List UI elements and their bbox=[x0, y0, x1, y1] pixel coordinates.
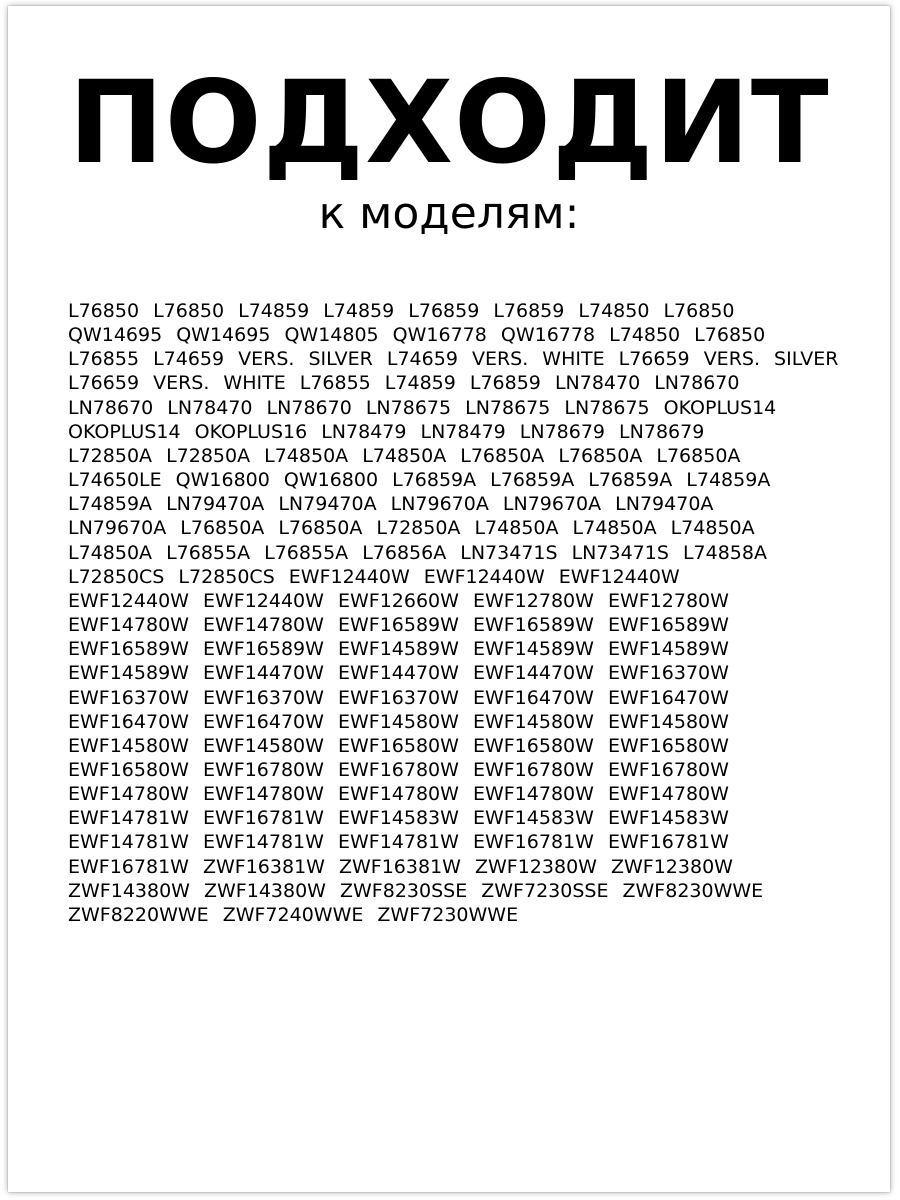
model-line: OKOPLUS14 OKOPLUS16 LN78479 LN78479 LN78679 LN78679 bbox=[68, 420, 705, 443]
page-subtitle: к моделям: bbox=[318, 188, 580, 239]
model-line: L74650LE QW16800 QW16800 L76859A L76859A L76859A L74859A bbox=[68, 469, 771, 492]
model-line: EWF12440W EWF12440W EWF12660W EWF12780W EWF12780W bbox=[68, 589, 729, 612]
model-list bbox=[68, 299, 880, 927]
model-line: EWF14580W EWF14580W EWF16580W EWF16580W EWF16580W bbox=[68, 734, 729, 757]
model-line: EWF14781W EWF16781W EWF14583W EWF14583W EWF14583W bbox=[68, 807, 729, 830]
model-line: LN78670 LN78470 LN78670 LN78675 LN78675 LN78675 OKOPLUS14 bbox=[68, 396, 777, 419]
model-line: EWF16470W EWF16470W EWF14580W EWF14580W EWF14580W bbox=[68, 710, 729, 733]
model-line: L74850A L76855A L76855A L76856A LN73471S LN73471S L74858A bbox=[68, 541, 767, 564]
model-line: EWF16370W EWF16370W EWF16370W EWF16470W EWF16470W bbox=[68, 686, 729, 709]
model-line: EWF16580W EWF16780W EWF16780W EWF16780W EWF16780W bbox=[68, 758, 729, 781]
model-line: EWF14781W EWF14781W EWF14781W EWF16781W EWF16781W bbox=[68, 831, 729, 854]
model-line: EWF16589W EWF16589W EWF14589W EWF14589W EWF14589W bbox=[68, 638, 729, 661]
model-line: L72850CS L72850CS EWF12440W EWF12440W EWF12440W bbox=[68, 565, 680, 588]
model-line: EWF14780W EWF14780W EWF16589W EWF16589W EWF16589W bbox=[68, 614, 729, 637]
model-line: EWF14780W EWF14780W EWF14780W EWF14780W EWF14780W bbox=[68, 783, 729, 806]
model-line: L76659 VERS. WHITE L76855 L74859 L76859 LN78470 LN78670 bbox=[68, 372, 740, 395]
model-line: ZWF14380W ZWF14380W ZWF8230SSE ZWF7230SSE ZWF8230WWE bbox=[68, 879, 764, 902]
page-title: ПОДХОДИТ bbox=[68, 56, 830, 189]
model-line: QW14695 QW14695 QW14805 QW16778 QW16778 L74850 L76850 bbox=[68, 324, 766, 347]
model-line: L76855 L74659 VERS. SILVER L74659 VERS. WHITE L76659 VERS. SILVER bbox=[68, 348, 839, 371]
model-line: L72850A L72850A L74850A L74850A L76850A L76850A L76850A bbox=[68, 444, 741, 467]
model-line: LN79670A L76850A L76850A L72850A L74850A L74850A L74850A bbox=[68, 517, 755, 540]
model-line: EWF14589W EWF14470W EWF14470W EWF14470W EWF16370W bbox=[68, 662, 729, 685]
model-line: L74859A LN79470A LN79470A LN79670A LN79670A LN79470A bbox=[68, 493, 714, 516]
model-line: EWF16781W ZWF16381W ZWF16381W ZWF12380W ZWF12380W bbox=[68, 855, 733, 878]
page-card bbox=[8, 6, 890, 1192]
model-line: ZWF8220WWE ZWF7240WWE ZWF7230WWE bbox=[68, 903, 519, 926]
model-line: L76850 L76850 L74859 L74859 L76859 L76859 L74850 L76850 bbox=[68, 300, 735, 322]
